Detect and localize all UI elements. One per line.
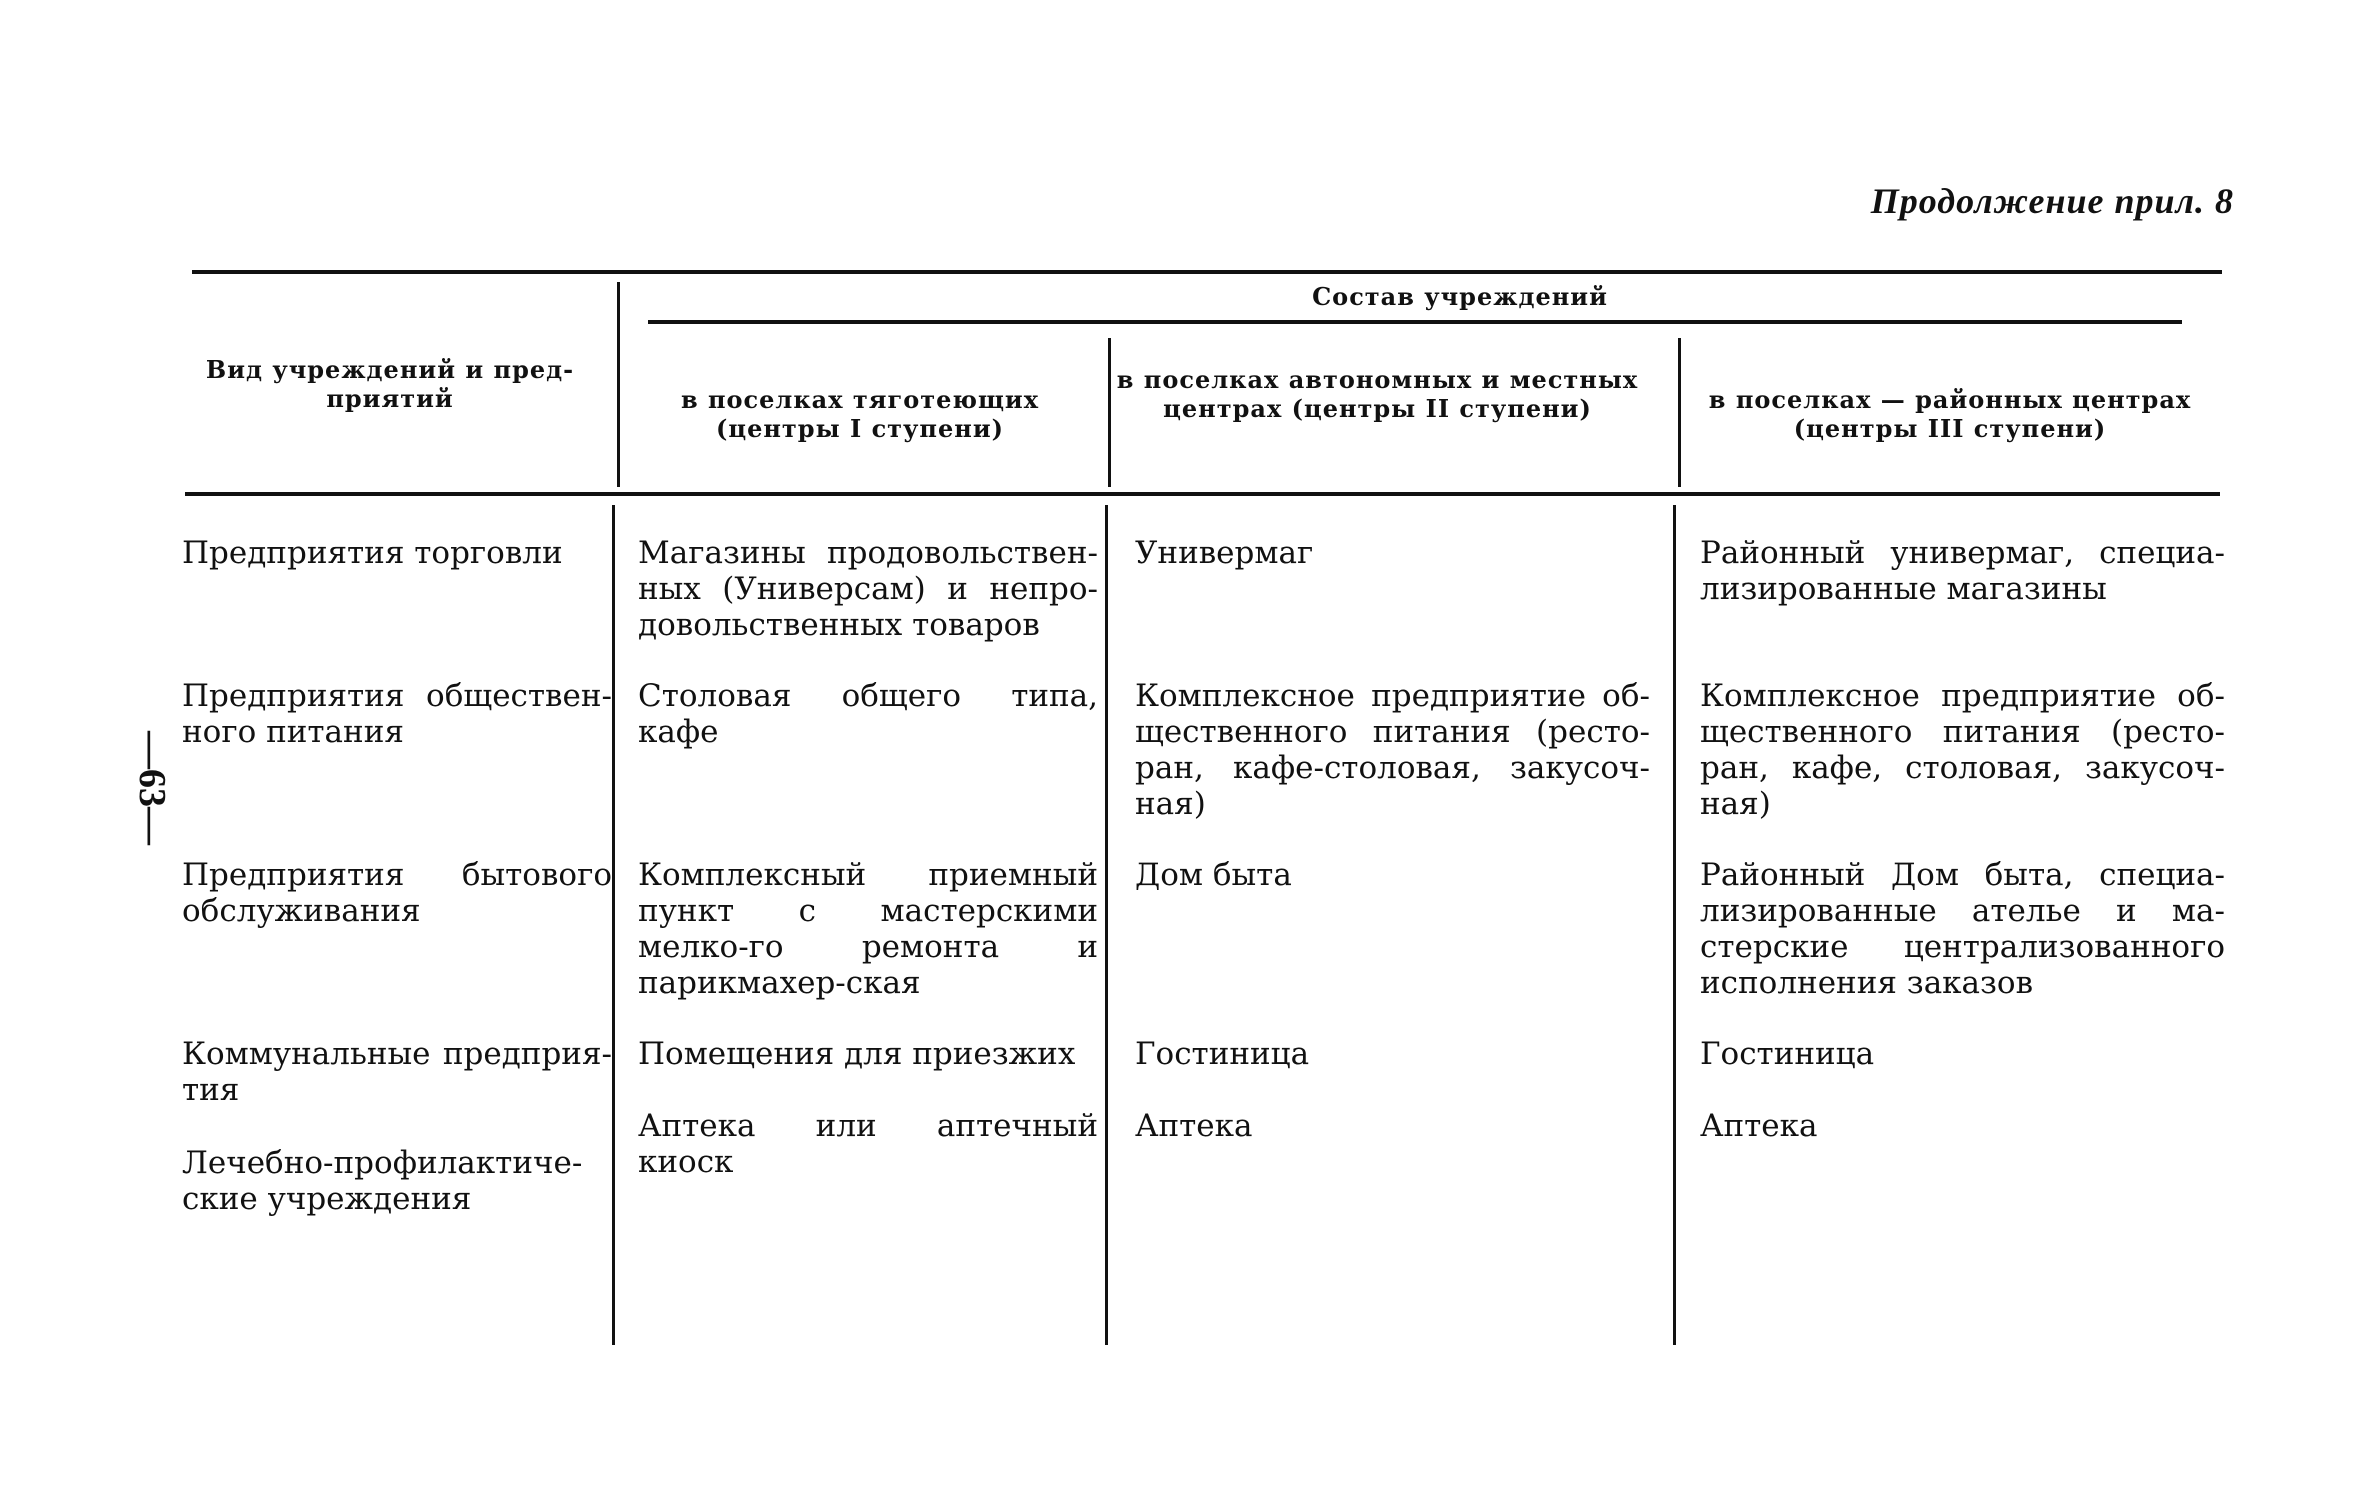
row-label-trade: Предприятия торговли bbox=[182, 535, 563, 571]
row-medical-col2: Аптека bbox=[1135, 1108, 1253, 1144]
row-label-catering: Предприятия обществен-ного питания bbox=[182, 678, 612, 750]
group-header-rule bbox=[648, 320, 2182, 324]
row-communal-col1: Помещения для приезжих bbox=[638, 1036, 1076, 1072]
page-number-text: —63— bbox=[131, 730, 173, 845]
header-col3: в поселках — районных центрах (центры III ступени) bbox=[1708, 385, 2192, 443]
row-catering-col3: Комплексное предприятие об-щественного питания (ресто-ран, кафе, столовая, закусоч-ная) bbox=[1700, 678, 2225, 822]
row-label-household: Предприятия бытового обслуживания bbox=[182, 857, 612, 929]
header-col2: в поселках автономных и местных центрах (центры II ступени) bbox=[1116, 365, 1639, 423]
body-divider-1 bbox=[612, 505, 615, 1345]
row-trade-col2: Универмаг bbox=[1135, 535, 1314, 571]
row-communal-col2: Гостиница bbox=[1135, 1036, 1310, 1072]
row-label-medical: Лечебно-профилактиче-ские учреждения bbox=[182, 1145, 583, 1217]
continuation-label: Продолжение прил. 8 bbox=[1870, 181, 2234, 221]
row-medical-col3: Аптека bbox=[1700, 1108, 1818, 1144]
column-divider-1 bbox=[617, 282, 620, 487]
header-col1: в поселках тяготеющих (центры I ступени) bbox=[680, 385, 1040, 443]
row-communal-col3: Гостиница bbox=[1700, 1036, 1875, 1072]
row-catering-col2: Комплексное предприятие об-щественного питания (ресто-ран, кафе-столовая, закусоч-ная) bbox=[1135, 678, 1650, 822]
row-catering-col1: Столовая общего типа, кафе bbox=[638, 678, 1098, 750]
row-trade-col1: Магазины продовольствен-ных (Универсам) и непро-довольственных товаров bbox=[638, 535, 1098, 643]
header-row-label: Вид учреждений и пред-приятий bbox=[205, 355, 575, 413]
row-label-communal: Коммунальные предприя-тия bbox=[182, 1036, 612, 1108]
row-household-col2: Дом быта bbox=[1135, 857, 1292, 893]
page-number bbox=[128, 725, 176, 850]
row-medical-col1: Аптека или аптечный киоск bbox=[638, 1108, 1098, 1180]
table-top-rule bbox=[192, 270, 2222, 274]
column-divider-2 bbox=[1108, 338, 1111, 487]
row-trade-col3: Районный универмаг, специа-лизированные магазины bbox=[1700, 535, 2225, 607]
row-household-col1: Комплексный приемный пункт с мастерскими мелко-го ремонта и парикмахер-ская bbox=[638, 857, 1098, 1001]
header-bottom-rule bbox=[185, 492, 2220, 496]
body-divider-3 bbox=[1673, 505, 1676, 1345]
row-household-col3: Районный Дом быта, специа-лизированные ателье и ма-стерские централизованного исполнения заказов bbox=[1700, 857, 2225, 1001]
body-divider-2 bbox=[1105, 505, 1108, 1345]
column-divider-3 bbox=[1678, 338, 1681, 487]
header-group-title: Состав учреждений bbox=[1312, 282, 1608, 311]
